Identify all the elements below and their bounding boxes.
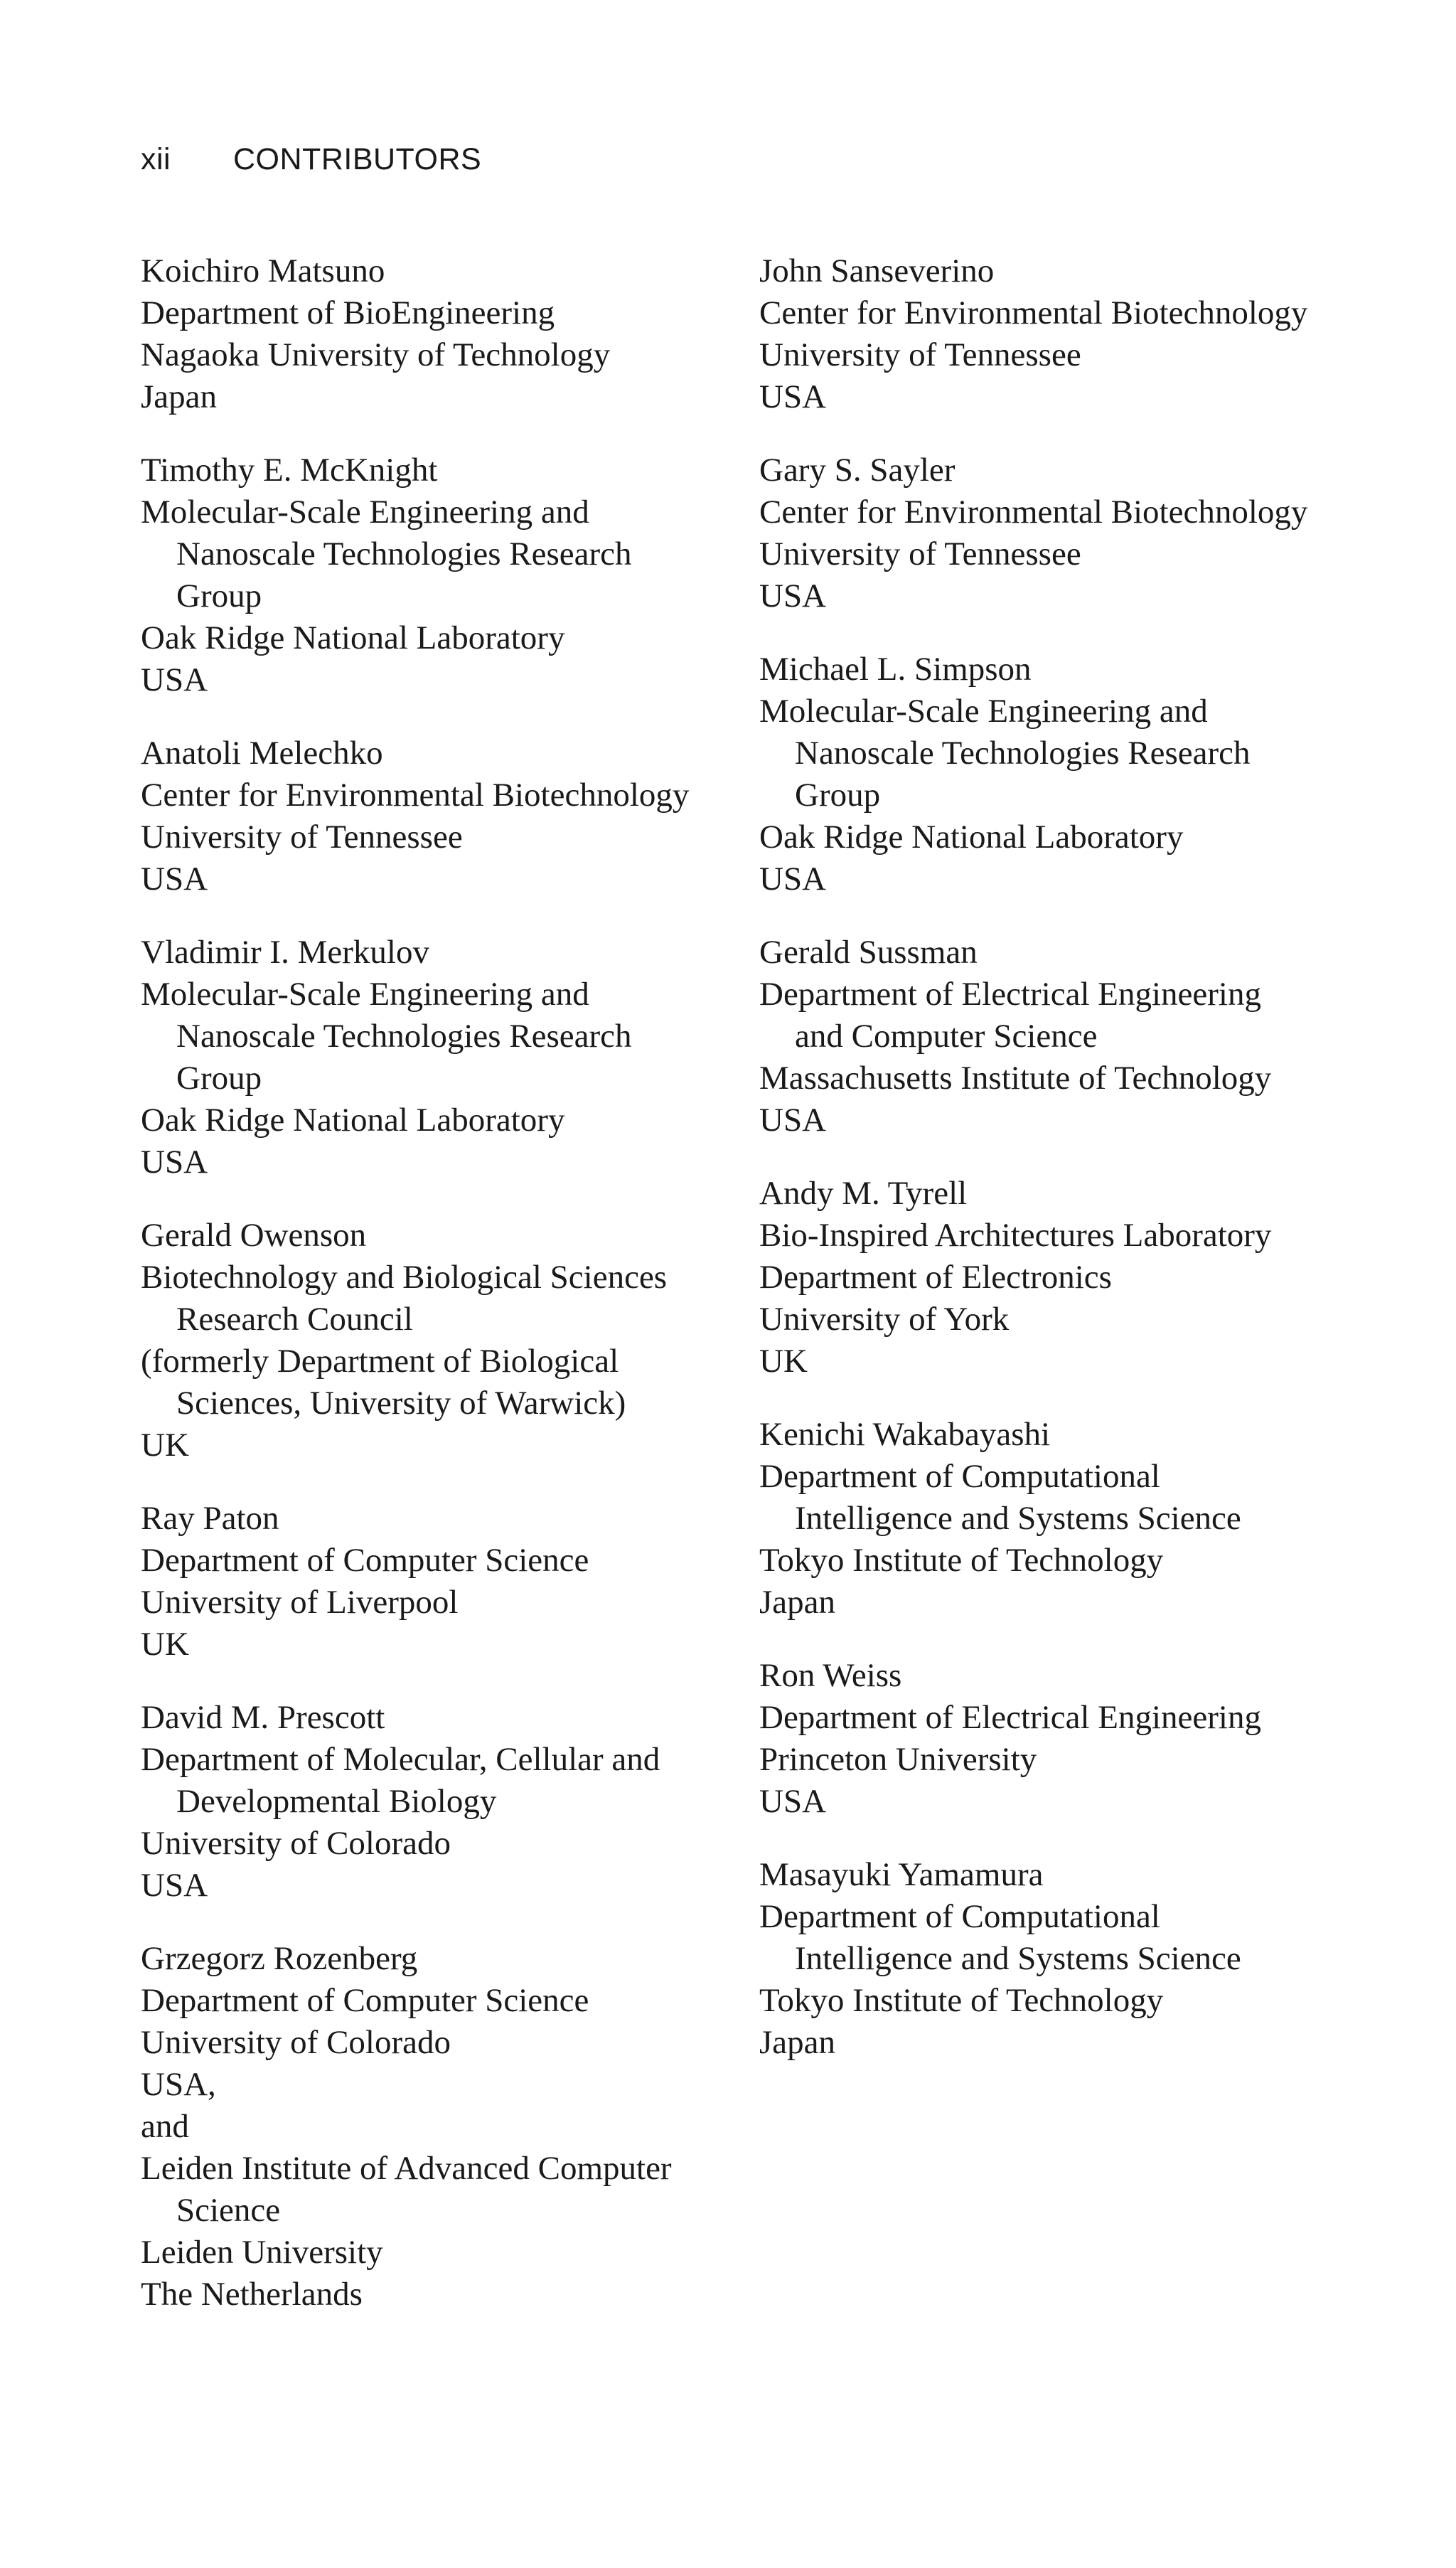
contributor-affiliation-line: Leiden Institute of Advanced Computer	[141, 2150, 672, 2187]
contributor-affiliation-line: Center for Environmental Biotechnology	[759, 294, 1308, 331]
contributor-affiliation-line: Department of Computer Science	[141, 1542, 589, 1579]
contributor-entry	[759, 449, 1399, 617]
contributor-entry	[141, 1215, 752, 1466]
contributor-affiliation-line: Intelligence and Systems Science	[795, 1500, 1241, 1537]
contributor-affiliation-line: Center for Environmental Biotechnology	[759, 494, 1308, 531]
contributor-affiliation-line: Department of Electrical Engineering	[759, 976, 1261, 1013]
contributor-affiliation-line: University of Tennessee	[759, 336, 1081, 373]
contributor-name: Koichiro Matsuno	[141, 252, 385, 289]
contributor-affiliation-line: Massachusetts Institute of Technology	[759, 1060, 1272, 1097]
contributor-name: Grzegorz Rozenberg	[141, 1940, 418, 1977]
contributor-affiliation-line: Nanoscale Technologies Research	[176, 1018, 632, 1055]
contributor-name: Masayuki Yamamura	[759, 1856, 1044, 1893]
contributor-entry	[141, 1498, 752, 1666]
contributor-entry	[759, 1854, 1399, 2064]
contributor-affiliation-line: University of Liverpool	[141, 1584, 459, 1621]
contributors-right-column	[759, 250, 1399, 2095]
contributor-affiliation-line: Tokyo Institute of Technology	[759, 1982, 1164, 2019]
contributor-affiliation-line: Oak Ridge National Laboratory	[141, 619, 565, 656]
contributor-entry	[759, 649, 1399, 900]
contributor-name: Ron Weiss	[759, 1657, 902, 1694]
contributor-entry	[759, 1655, 1399, 1823]
contributor-name: Gerald Owenson	[141, 1217, 367, 1254]
contributor-entry	[759, 1414, 1399, 1624]
contributor-affiliation-line: UK	[759, 1343, 808, 1380]
contributor-affiliation-line: USA	[759, 1783, 827, 1820]
contributor-affiliation-line: Bio-Inspired Architectures Laboratory	[759, 1217, 1272, 1254]
contributor-affiliation-line: Intelligence and Systems Science	[795, 1940, 1241, 1977]
contributor-affiliation-line: Developmental Biology	[176, 1783, 497, 1820]
contributor-affiliation-line: Molecular-Scale Engineering and	[141, 976, 589, 1013]
contributor-affiliation-line: Group	[176, 577, 262, 614]
contributor-entry	[141, 1938, 752, 2316]
contributor-affiliation-line: University of Colorado	[141, 2024, 451, 2061]
contributor-affiliation-line: Science	[176, 2192, 281, 2229]
contributor-affiliation-line: Research Council	[176, 1301, 413, 1338]
section-title: CONTRIBUTORS	[233, 142, 482, 176]
contributor-affiliation-line: Group	[795, 777, 881, 814]
contributor-affiliation-line: The Netherlands	[141, 2276, 363, 2313]
contributor-affiliation-line: University of Colorado	[141, 1825, 451, 1862]
page-number: xii	[141, 142, 171, 176]
contributor-affiliation-line: Molecular-Scale Engineering and	[759, 693, 1208, 730]
contributor-affiliation-line: Department of Molecular, Cellular and	[141, 1741, 660, 1778]
contributor-affiliation-line: and Computer Science	[795, 1018, 1098, 1055]
contributor-affiliation-line: USA	[141, 1867, 208, 1904]
contributor-affiliation-line: USA	[141, 861, 208, 897]
contributor-affiliation-line: Biotechnology and Biological Sciences	[141, 1259, 668, 1296]
contributor-affiliation-line: USA	[759, 1102, 827, 1139]
contributor-affiliation-line: USA,	[141, 2066, 216, 2103]
contributor-name: Timothy E. McKnight	[141, 452, 438, 489]
contributor-affiliation-line: Japan	[759, 2024, 836, 2061]
contributor-entry	[759, 932, 1399, 1141]
contributor-affiliation-line: and	[141, 2108, 189, 2145]
contributor-affiliation-line: Oak Ridge National Laboratory	[759, 819, 1184, 856]
contributor-name: Andy M. Tyrell	[759, 1175, 968, 1212]
contributor-affiliation-line: UK	[141, 1626, 189, 1663]
contributor-affiliation-line: University of Tennessee	[759, 536, 1081, 572]
contributor-affiliation-line: Department of Computational	[759, 1898, 1160, 1935]
contributor-affiliation-line: Center for Environmental Biotechnology	[141, 777, 690, 814]
contributor-affiliation-line: University of York	[759, 1301, 1010, 1338]
contributor-affiliation-line: Department of Electrical Engineering	[759, 1699, 1261, 1736]
contributor-affiliation-line: USA	[141, 661, 208, 698]
contributor-affiliation-line: Group	[176, 1060, 262, 1097]
contributor-affiliation-line: USA	[759, 378, 827, 415]
contributor-affiliation-line: Department of Computational	[759, 1458, 1160, 1495]
running-head	[141, 139, 481, 179]
contributor-entry	[141, 449, 752, 701]
contributor-affiliation-line: UK	[141, 1427, 189, 1464]
contributor-name: Michael L. Simpson	[759, 651, 1032, 688]
contributor-entry	[141, 732, 752, 900]
contributor-name: David M. Prescott	[141, 1699, 385, 1736]
contributor-affiliation-line: Princeton University	[759, 1741, 1037, 1778]
contributor-affiliation-line: Nanoscale Technologies Research	[795, 735, 1251, 772]
contributor-affiliation-line: Japan	[141, 378, 218, 415]
contributor-name: John Sanseverino	[759, 252, 995, 289]
contributor-affiliation-line: Department of BioEngineering	[141, 294, 555, 331]
contributor-affiliation-line: Nagaoka University of Technology	[141, 336, 611, 373]
contributor-affiliation-line: USA	[759, 861, 827, 897]
contributor-affiliation-line: Oak Ridge National Laboratory	[141, 1102, 565, 1139]
contributor-affiliation-line: (formerly Department of Biological	[141, 1343, 619, 1380]
contributor-entry	[141, 932, 752, 1183]
contributor-name: Kenichi Wakabayashi	[759, 1416, 1051, 1453]
contributor-affiliation-line: University of Tennessee	[141, 819, 463, 856]
contributor-entry	[141, 1697, 752, 1907]
contributor-affiliation-line: Sciences, University of Warwick)	[176, 1385, 626, 1422]
contributor-name: Anatoli Melechko	[141, 735, 383, 772]
contributor-entry	[141, 250, 752, 418]
contributor-affiliation-line: Tokyo Institute of Technology	[759, 1542, 1164, 1579]
contributor-entry	[759, 250, 1399, 418]
contributor-affiliation-line: USA	[141, 1144, 208, 1181]
contributor-affiliation-line: Department of Computer Science	[141, 1982, 589, 2019]
contributor-name: Gary S. Sayler	[759, 452, 956, 489]
contributor-affiliation-line: Molecular-Scale Engineering and	[141, 494, 589, 531]
contributors-left-column	[141, 250, 752, 2347]
contributor-affiliation-line: Leiden University	[141, 2234, 383, 2271]
contributor-affiliation-line: Nanoscale Technologies Research	[176, 536, 632, 572]
contributor-entry	[759, 1173, 1399, 1382]
contributor-affiliation-line: Japan	[759, 1584, 836, 1621]
contributor-name: Vladimir I. Merkulov	[141, 934, 429, 971]
contributor-name: Gerald Sussman	[759, 934, 978, 971]
contributor-name: Ray Paton	[141, 1500, 279, 1537]
contributor-affiliation-line: Department of Electronics	[759, 1259, 1112, 1296]
contributor-affiliation-line: USA	[759, 577, 827, 614]
